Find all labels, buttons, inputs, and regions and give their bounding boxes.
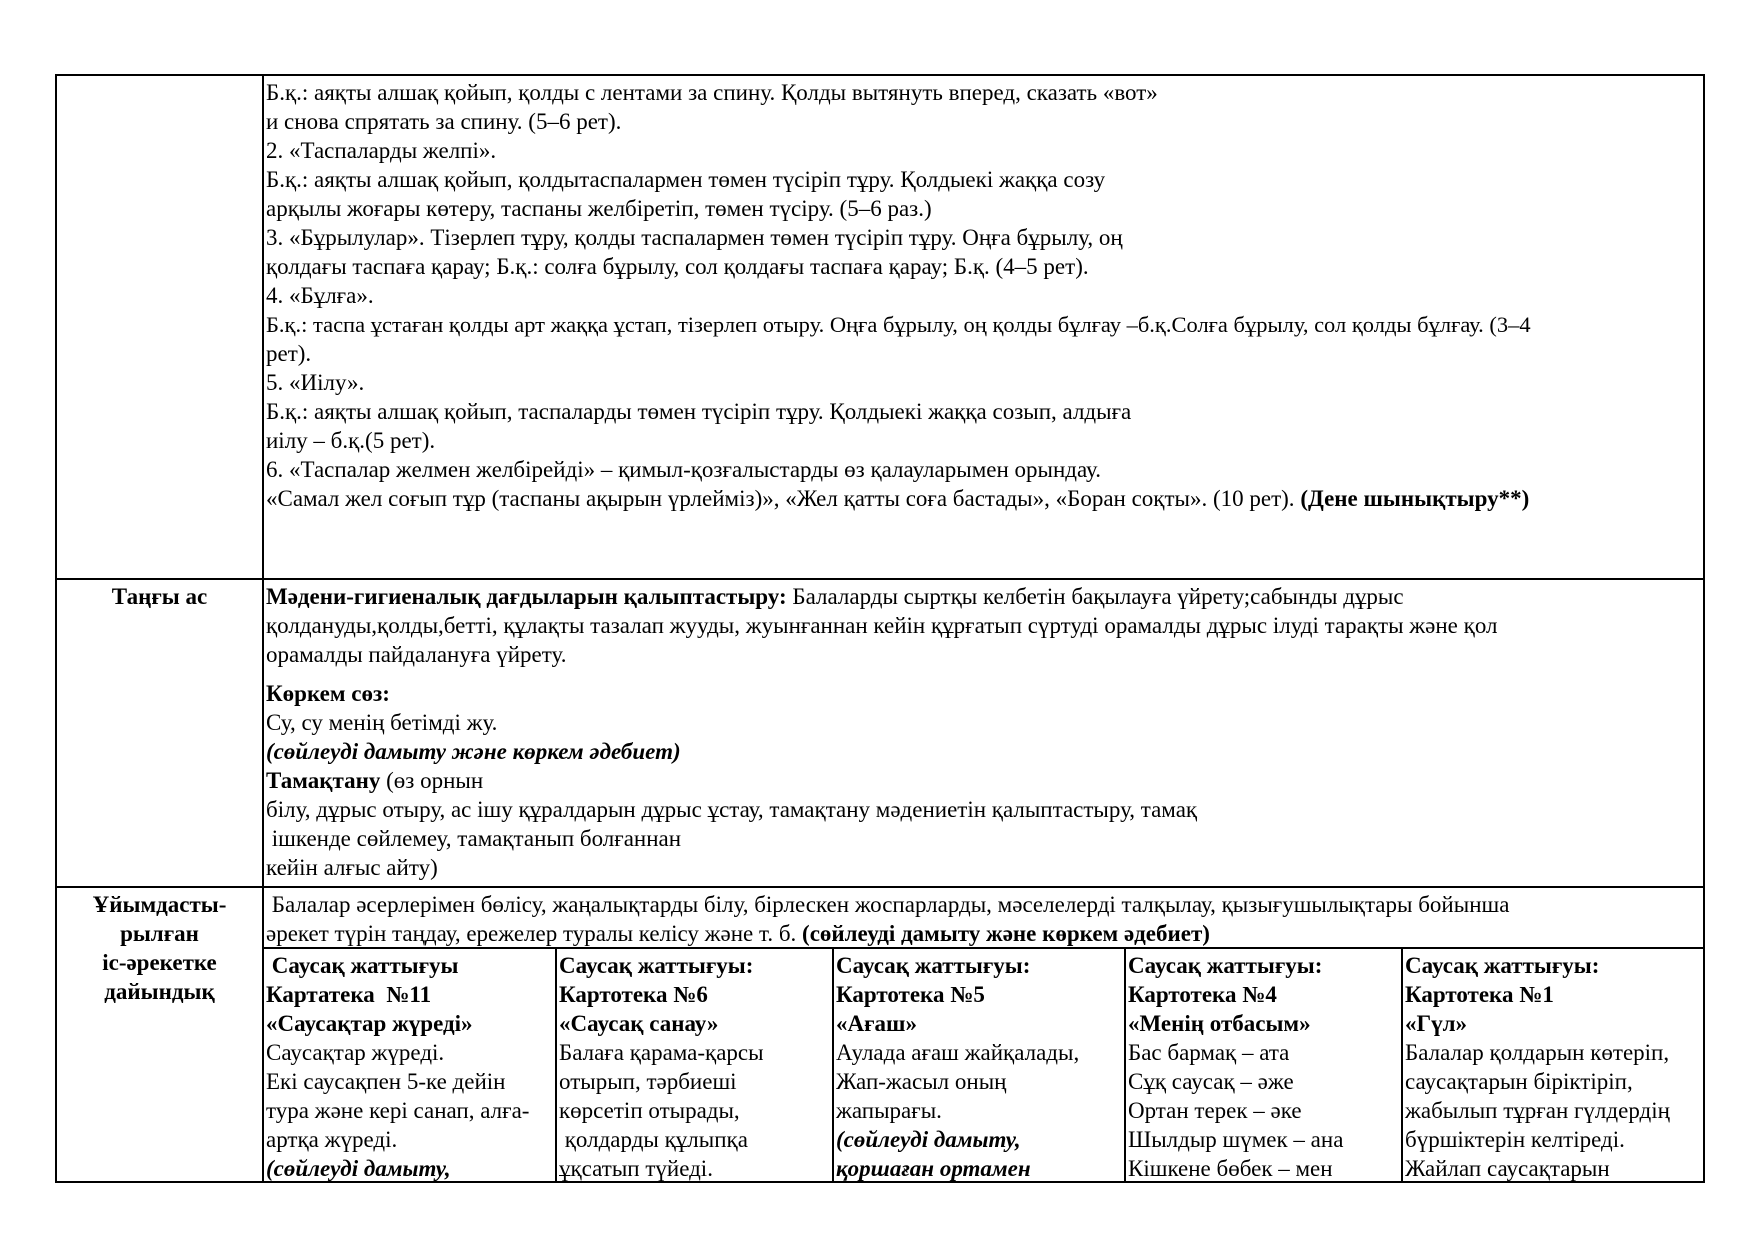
exercise-line: Саусақтар жүреді.	[266, 1040, 445, 1065]
row-divider-1	[55, 578, 1705, 580]
exercise-name: «Гүл»	[1405, 1011, 1468, 1036]
exercise-card: Картотека №5	[836, 982, 985, 1007]
row1-last-text: «Самал жел соғып тұр (таспаны ақырын үрлейміз)», «Жел қатты соға бастады», «Боран соқты». (10 рет).	[266, 486, 1301, 511]
row1-line: рет).	[266, 341, 312, 366]
row1-line: Б.қ.: таспа ұстаған қолды арт жаққа ұстап, тізерлеп отыру. Оңға бұрылу, оң қолды бұлғау –б.қ.Солға бұрылу, сол қолды бұлғау. (3–4	[266, 312, 1531, 337]
exercise-line: Ортан терек – әке	[1128, 1098, 1302, 1123]
row1-line: Б.қ.: аяқты алшақ қойып, қолдытаспалармен төмен түсіріп тұру. Қолдыекі жаққа созу	[266, 167, 1106, 192]
row1-line: арқылы жоғары көтеру, таспаны желбіретіп, төмен түсіру. (5–6 раз.)	[266, 196, 932, 221]
hygiene-line: қолдануды,қолды,бетті, құлақты тазалап жууды, жуынғаннан кейін құрғатып сүртуді орамалды дұрыс ілуді тарақты және қол	[266, 613, 1498, 638]
row1-line: 5. «Иілу».	[266, 370, 365, 395]
subtable-divider-1	[555, 947, 557, 1183]
table-border-right	[1703, 74, 1705, 1183]
korkem-line: Су, су менің бетімді жу.	[266, 710, 498, 735]
label-column-divider	[262, 74, 264, 1183]
exercise-line: Екі саусақпен 5-ке дейін	[266, 1069, 506, 1094]
exercise-line: саусақтарын біріктіріп,	[1405, 1069, 1633, 1094]
hygiene-heading-line	[266, 582, 1702, 611]
row3-label-line: іс-әрекетке	[102, 950, 217, 975]
subtable-divider-4	[1401, 947, 1403, 1183]
row2-content	[266, 582, 1702, 882]
exercise-card: Картотека №4	[1128, 982, 1277, 1007]
exercise-title: Саусақ жаттығуы:	[836, 953, 1031, 978]
exercise-line: артқа жүреді.	[266, 1127, 398, 1152]
exercise-note: қоршаған ортамен	[836, 1156, 1031, 1181]
row1-line: Б.қ.: аяқты алшақ қойып, қолды с лентами за спину. Қолды вытянуть вперед, сказать «вот»	[266, 80, 1158, 105]
row1-line: и снова спрятать за спину. (5–6 рет).	[266, 109, 622, 134]
exercise-line: Балаға қарама-қарсы	[559, 1040, 764, 1065]
row1-line: Б.қ.: аяқты алшақ қойып, таспаларды төмен түсіріп тұру. Қолдыекі жаққа созып, алдыға	[266, 399, 1132, 424]
row1-line: 4. «Бұлға».	[266, 283, 374, 308]
tamak-heading: Тамақтану	[266, 768, 381, 793]
row3-intro-line: Балалар әсерлерімен бөлісу, жаңалықтарды білу, бірлескен жоспарларды, мәселелерді талқылау, қызығушылықтары бойынша	[266, 892, 1510, 917]
exercise-line: Аулада ағаш жайқалады,	[836, 1040, 1080, 1065]
exercise-line: қолдарды құлыпқа	[559, 1127, 748, 1152]
korkem-heading	[266, 679, 1702, 708]
exercise-name: «Саусақтар жүреді»	[266, 1011, 473, 1036]
row1-subject-note: (Дене шынықтыру**)	[1300, 486, 1530, 511]
subtable-divider-2	[832, 947, 834, 1183]
exercise-line: отырып, тәрбиеші	[559, 1069, 737, 1094]
exercise-column-5	[1405, 951, 1702, 1183]
row3-label-line: Ұйымдасты-	[92, 892, 227, 917]
exercise-line: Шылдыр шүмек – ана	[1128, 1127, 1344, 1152]
exercise-line: Бас бармақ – ата	[1128, 1040, 1290, 1065]
row1-line: 2. «Таспаларды желпі».	[266, 138, 497, 163]
exercise-line: жапырағы.	[836, 1098, 942, 1123]
exercise-card: Картатека №11	[266, 982, 432, 1007]
row1-line: қолдағы таспаға қарау; Б.қ.: солға бұрылу, сол қолдағы таспаға қарау; Б.қ. (4–5 рет).	[266, 254, 1089, 279]
exercise-line: Кішкене бөбек – мен	[1128, 1156, 1333, 1181]
exercise-card: Картотека №6	[559, 982, 708, 1007]
exercise-line: бүршіктерін келтіреді.	[1405, 1127, 1625, 1152]
exercise-name: «Менің отбасым»	[1128, 1011, 1311, 1036]
exercise-column-2	[559, 951, 831, 1183]
row3-label-line: рылған	[120, 921, 199, 946]
exercise-column-4	[1128, 951, 1400, 1183]
subtable-divider-3	[1124, 947, 1126, 1183]
tamak-heading-line	[266, 766, 1702, 795]
hygiene-line: орамалды пайдалануға үйрету.	[266, 642, 567, 667]
row3-intro-line2	[266, 919, 1702, 948]
exercise-title: Саусақ жаттығуы:	[1128, 953, 1323, 978]
exercise-name: «Саусақ санау»	[559, 1011, 719, 1036]
row3-intro-note: (сөйлеуді дамыту және көркем әдебиет)	[802, 921, 1210, 946]
exercise-line: Жап-жасыл оның	[836, 1069, 1007, 1094]
korkem-title: Көркем сөз:	[266, 681, 390, 706]
exercise-title: Саусақ жаттығуы:	[1405, 953, 1600, 978]
hygiene-heading: Мәдени-гигиеналық дағдыларын қалыптастыру:	[266, 584, 787, 609]
tamak-text: (өз орнын	[380, 768, 484, 793]
row1-line: 6. «Таспалар желмен желбірейді» – қимыл-қозғалыстарды өз қалауларымен орындау.	[266, 457, 1101, 482]
table-border-left	[55, 74, 57, 1183]
table-border-top	[55, 74, 1705, 76]
tamak-line: білу, дұрыс отыру, ас ішу құралдарын дұрыс ұстау, тамақтану мәдениетін қалыптастыру, тамақ	[266, 797, 1198, 822]
hygiene-text: Балаларды сыртқы келбетін бақылауға үйрету;сабынды дұрыс	[786, 584, 1404, 609]
exercise-line: ұқсатып түйеді.	[559, 1156, 713, 1181]
exercise-line: жабылып тұрған гүлдердің	[1405, 1098, 1670, 1123]
row-divider-2	[55, 886, 1705, 888]
row3-intro-text: әрекет түрін таңдау, ережелер туралы келісу және т. б.	[266, 921, 803, 946]
row3-intro	[266, 890, 1702, 948]
exercise-line: тура және кері санап, алға-	[266, 1098, 530, 1123]
exercise-column-1	[266, 951, 554, 1183]
exercise-line: Сұқ саусақ – әже	[1128, 1069, 1294, 1094]
exercise-note: (сөйлеуді дамыту,	[266, 1156, 451, 1181]
row1-line: иілу – б.қ.(5 рет).	[266, 428, 436, 453]
exercise-card: Картотека №1	[1405, 982, 1554, 1007]
row2-label: Таңғы ас	[111, 584, 208, 609]
exercise-column-3	[836, 951, 1123, 1183]
exercise-title: Саусақ жаттығуы:	[559, 953, 754, 978]
exercise-title: Саусақ жаттығуы	[266, 953, 459, 978]
korkem-note: (сөйлеуді дамыту және көркем әдебиет)	[266, 739, 681, 764]
exercise-line: Балалар қолдарын көтеріп,	[1405, 1040, 1670, 1065]
row1-last-line	[266, 484, 1702, 513]
row1-content	[266, 78, 1702, 513]
tamak-line: ішкенде сөйлемеу, тамақтанып болғаннан	[266, 826, 682, 851]
tamak-line: кейін алғыс айту)	[266, 855, 438, 880]
exercise-name: «Ағаш»	[836, 1011, 917, 1036]
row3-label	[57, 890, 262, 1006]
exercise-line: Жайлап саусақтарын	[1405, 1156, 1610, 1181]
exercise-note: (сөйлеуді дамыту,	[836, 1127, 1021, 1152]
exercise-line: көрсетіп отырады,	[559, 1098, 740, 1123]
row1-line: 3. «Бұрылулар». Тізерлеп тұру, қолды таспалармен төмен түсіріп тұру. Оңға бұрылу, оң	[266, 225, 1123, 250]
row3-label-line: дайындық	[104, 979, 215, 1004]
